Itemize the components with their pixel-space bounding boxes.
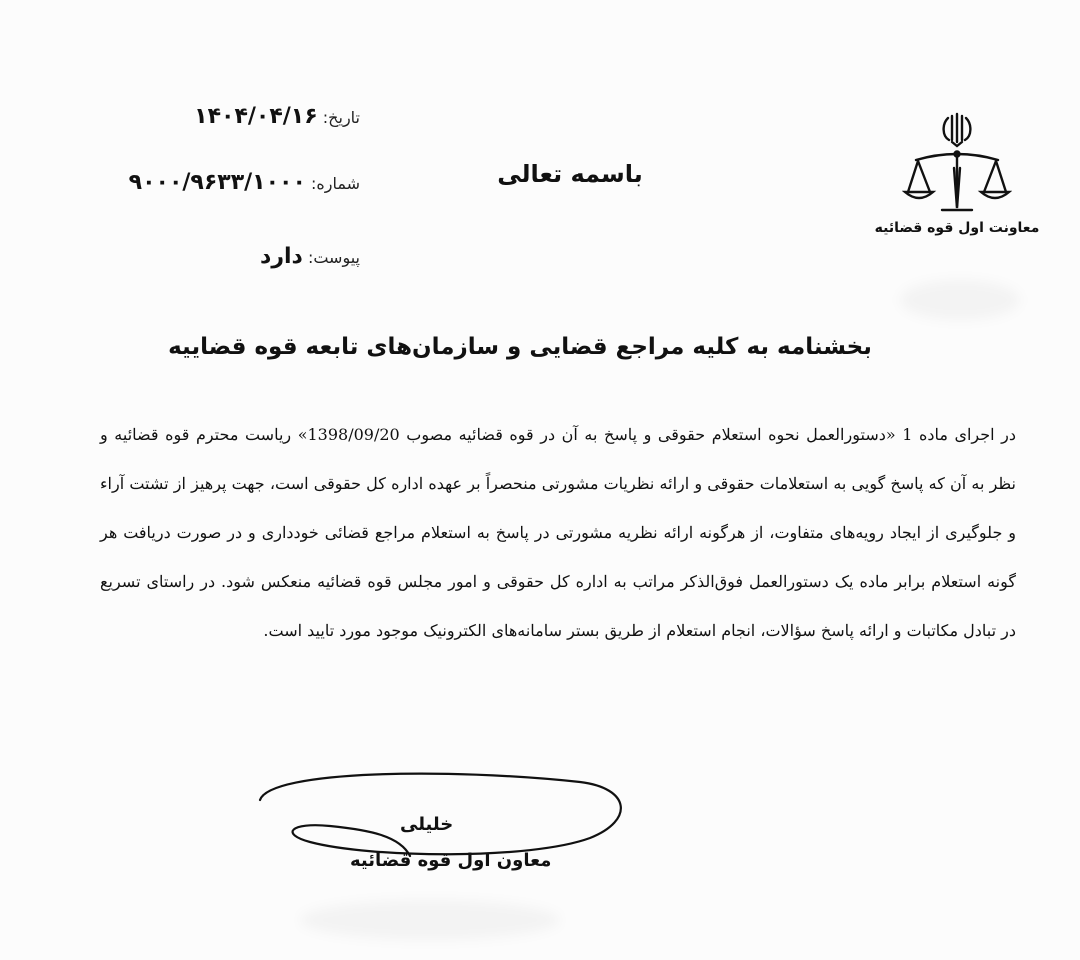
circular-body-text: در اجرای ماده 1 «دستورالعمل نحوه استعلام حقوقی و پاسخ به آن در قوه قضائیه مصوب 1398/09/20» ریاست محترم قوه قضائیه و نظر به آن که پاسخ گویی به استعلامات حقوقی و ارائه نظریات مشورتی منحصراً بر عهده اداره کل حقوقی است، جهت پرهیز از تشتت آراء و جلوگیری از ایجاد رویه‌های متفاوت، از هرگونه ارائه نظریه مشورتی در پاسخ به استعلام مراجع قضائی خودداری و در صورت دریافت هر گونه استعلام برابر ماده یک دستورالعمل فوق‌الذکر مراتب به اداره کل حقوقی و امور مجلس قوه قضائیه منعکس شود. در راستای تسریع در تبادل مکاتبات و ارائه پاسخ سؤالات، انجام استعلام از طریق بستر سامانه‌های الکترونیک موجود مورد تایید است. — [100, 425, 1017, 640]
number-label: شماره: — [310, 174, 360, 193]
iran-emblem-scales-icon — [902, 108, 1012, 218]
letterhead-emblem-block — [872, 108, 1042, 236]
signer-title: معاون اول قوه قضائیه — [350, 850, 552, 871]
date-row — [70, 104, 360, 129]
circular-title: بخشنامه به کلیه مراجع قضایی و سازمان‌های تابعه قوه قضاییه — [168, 334, 872, 360]
signer-name: خلیلی — [400, 814, 454, 835]
organization-name: معاونت اول قوه قضائیه — [874, 220, 1040, 236]
date-label: تاریخ: — [322, 108, 360, 127]
basmala-heading: باسمه تعالی — [497, 160, 643, 188]
attachment-value: دارد — [260, 244, 303, 269]
attachment-label: پیوست: — [307, 248, 360, 267]
number-row — [70, 170, 360, 195]
attachment-row — [70, 244, 360, 269]
number-value: ۹۰۰۰/۹۶۳۳/۱۰۰۰ — [128, 170, 306, 195]
scan-smudge — [900, 280, 1020, 320]
date-value: ۱۴۰۴/۰۴/۱۶ — [194, 104, 318, 129]
signature-area — [250, 760, 650, 910]
